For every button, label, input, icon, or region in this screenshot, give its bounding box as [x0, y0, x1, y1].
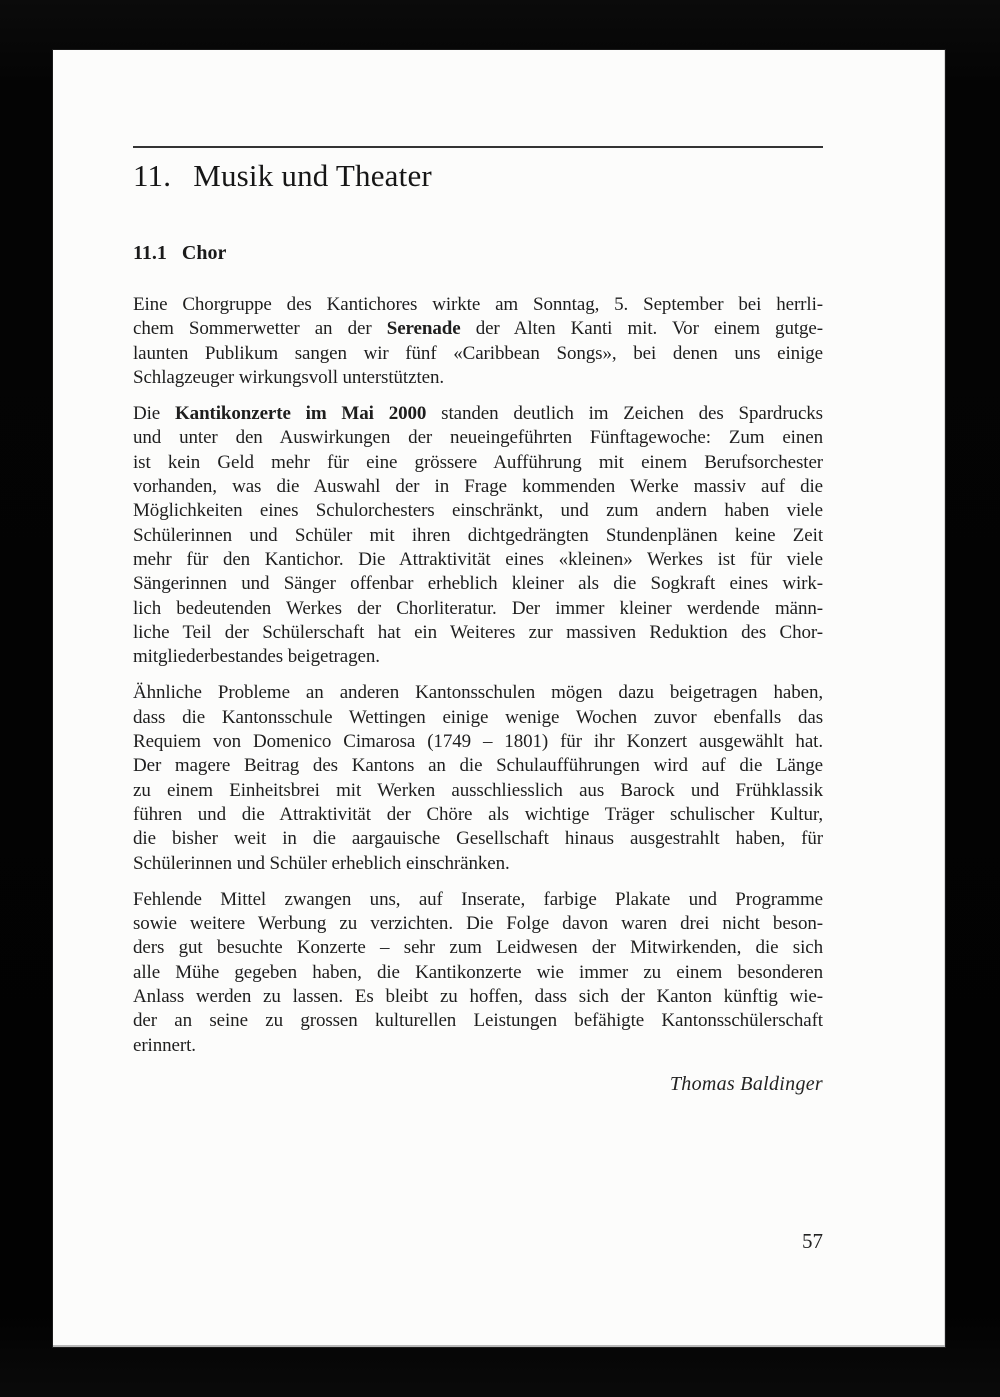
- text-line: lich bedeutenden Werkes der Chorliteratur. Der immer kleiner werdende männ-: [133, 597, 823, 619]
- text-line: zu einem Einheitsbrei mit Werken ausschliesslich aus Barock und Frühklassik: [133, 779, 823, 801]
- text-line: Schülerinnen und Schüler mit ihren dichtgedrängten Stundenplänen keine Zeit: [133, 524, 823, 546]
- text-line: ders gut besuchte Konzerte – sehr zum Leidwesen der Mitwirkenden, die sich: [133, 937, 823, 959]
- text-line: dass die Kantonsschule Wettingen einige wenige Wochen zuvor ebenfalls das: [133, 706, 823, 728]
- text-line: der an seine zu grossen kulturellen Leistungen befähigte Kantonsschülerschaft: [133, 1010, 823, 1032]
- author-signature: Thomas Baldinger: [669, 1072, 823, 1095]
- section-title: Chor: [181, 242, 227, 264]
- chapter-title: Musik und Theater: [193, 158, 432, 193]
- text-line: Requiem von Domenico Cimarosa (1749 – 1801) für ihr Konzert ausgewählt hat.: [133, 731, 823, 753]
- paragraph-1: [133, 293, 823, 390]
- page-number: 57: [802, 1229, 823, 1253]
- text-line: vorhanden, was die Auswahl der in Frage kommenden Werke massiv auf die: [133, 476, 823, 498]
- text-line: chem Sommerwetter an der Serenade der Alten Kanti mit. Vor einem gutge-: [133, 318, 823, 340]
- chapter-heading: [133, 156, 432, 196]
- section-heading: [133, 240, 226, 266]
- text-line: Die Kantikonzerte im Mai 2000 standen deutlich im Zeichen des Spardrucks: [133, 403, 823, 425]
- text-line: Schülerinnen und Schüler erheblich einschränken.: [133, 852, 510, 874]
- text-line: führen und die Attraktivität der Chöre als wichtige Träger schulischer Kultur,: [133, 803, 823, 825]
- paragraph-2: [133, 402, 823, 669]
- paragraph-4: [133, 888, 823, 1058]
- section-number: 11.1: [133, 242, 167, 264]
- text-line: Eine Chorgruppe des Kantichores wirkte am Sonntag, 5. September bei herrli-: [133, 294, 823, 315]
- text-line: sowie weitere Werbung zu verzichten. Die Folge davon waren drei nicht beson-: [133, 913, 823, 935]
- text-line: Anlass werden zu lassen. Es bleibt zu hoffen, dass sich der Kanton künftig wie-: [133, 986, 823, 1008]
- text-line: mitgliederbestandes beigetragen.: [133, 646, 380, 668]
- text-line: mehr für den Kantichor. Die Attraktivität eines «kleinen» Werkes ist für viele: [133, 548, 823, 570]
- text-line: Ähnliche Probleme an anderen Kantonsschulen mögen dazu beigetragen haben,: [133, 682, 823, 704]
- text-line: Sängerinnen und Sänger offenbar erheblich kleiner als die Sogkraft eines wirk-: [133, 573, 823, 595]
- text-line: Fehlende Mittel zwangen uns, auf Inserate, farbige Plakate und Programme: [133, 888, 823, 910]
- text-line: Möglichkeiten eines Schulorchesters einschränkt, und zum andern haben viele: [133, 500, 823, 522]
- text-line: liche Teil der Schülerschaft hat ein Weiteres zur massiven Reduktion des Chor-: [133, 621, 823, 643]
- paragraph-3: [133, 681, 823, 875]
- text-line: die bisher weit in die aargauische Gesellschaft hinaus ausgestrahlt haben, für: [133, 828, 823, 850]
- document-page: [53, 50, 945, 1347]
- text-line: ist kein Geld mehr für eine grössere Aufführung mit einem Berufsorchester: [133, 451, 823, 473]
- text-line: launten Publikum sangen wir fünf «Caribbean Songs», bei denen uns einige: [133, 342, 823, 364]
- text-line: Schlagzeuger wirkungsvoll unterstützten.: [133, 366, 445, 388]
- text-line: erinnert.: [133, 1034, 196, 1056]
- text-line: und unter den Auswirkungen der neueingeführten Fünftagewoche: Zum einen: [133, 427, 823, 449]
- text-line: alle Mühe gegeben haben, die Kantikonzerte wie immer zu einem besonderen: [133, 961, 823, 983]
- heading-rule: [133, 146, 823, 148]
- text-line: Der magere Beitrag des Kantons an die Schulaufführungen wird auf die Länge: [133, 755, 823, 777]
- body-text: [133, 293, 823, 1096]
- chapter-number: 11.: [133, 158, 172, 193]
